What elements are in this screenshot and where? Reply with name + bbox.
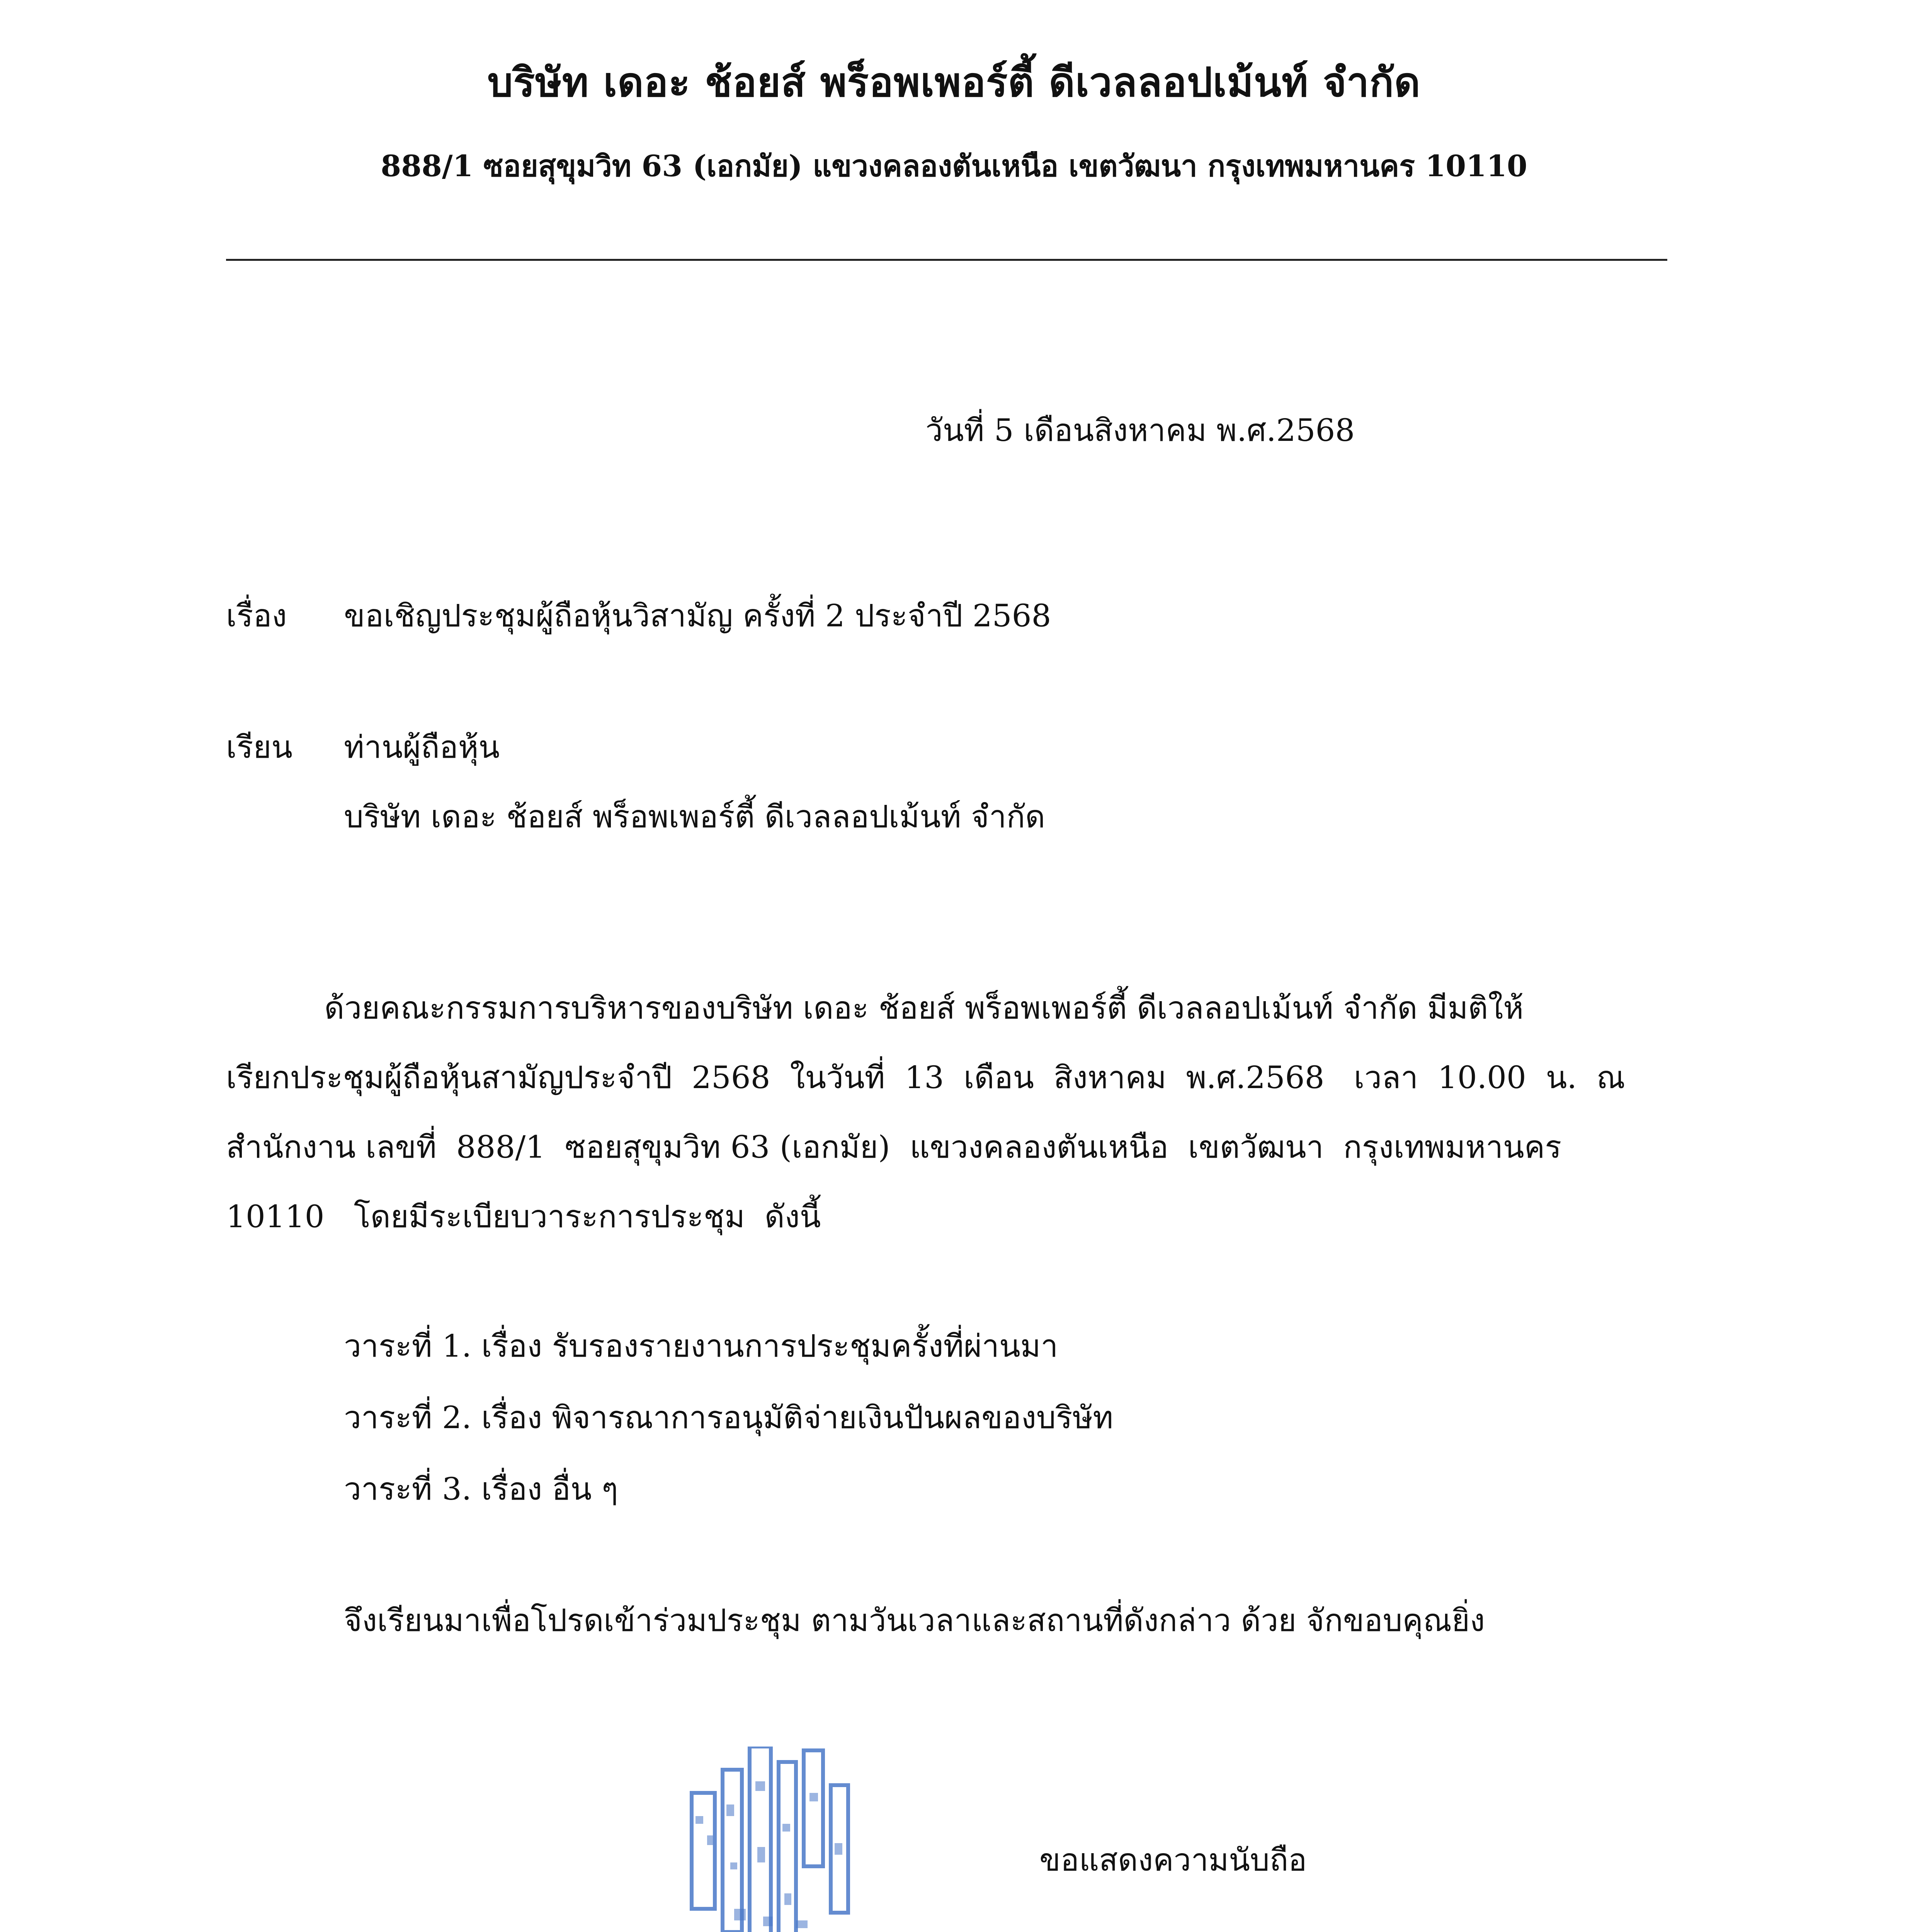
closing-regards: ขอแสดงความนับถือ [1039, 1842, 1307, 1878]
agenda-item: วาระที่ 2. เรื่อง พิจารณาการอนุมัติจ่ายเงินปันผลของบริษัท [344, 1400, 1114, 1435]
body-line: เรียกประชุมผู้ถือหุ้นสามัญประจำปี 2568 ในวันที่ 13 เดือน สิงหาคม พ.ศ.2568 เวลา 10.00 น. ณ [226, 1060, 1625, 1095]
subject-text: ขอเชิญประชุมผู้ถือหุ้นวิสามัญ ครั้งที่ 2 ประจำปี 2568 [344, 598, 1051, 634]
company-seal [680, 1747, 904, 1932]
company-address: 888/1 ซอยสุขุมวิท 63 (เอกมัย) แขวงคลองตันเหนือ เขตวัฒนา กรุงเทพมหานคร 10110 [381, 149, 1527, 183]
agenda-item: วาระที่ 1. เรื่อง รับรองรายงานการประชุมครั้งที่ผ่านมา [344, 1328, 1058, 1364]
body-line: สำนักงาน เลขที่ 888/1 ซอยสุขุมวิท 63 (เอกมัย) แขวงคลองตันเหนือ เขตวัฒนา กรุงเทพมหานคร [226, 1129, 1562, 1165]
agenda-item: วาระที่ 3. เรื่อง อื่น ๆ [344, 1471, 618, 1507]
subject-label: เรื่อง [226, 598, 287, 634]
recipient-line-1: ท่านผู้ถือหุ้น [344, 729, 500, 765]
recipient-label: เรียน [226, 729, 292, 765]
body-line: ด้วยคณะกรรมการบริหารของบริษัท เดอะ ช้อยส์ พร็อพเพอร์ตี้ ดีเวลลอปเม้นท์ จำกัด มีมติให้ [226, 990, 1524, 1026]
closing-line: จึงเรียนมาเพื่อโปรดเข้าร่วมประชุม ตามวันเวลาและสถานที่ดังกล่าว ด้วย จักขอบคุณยิ่ง [344, 1602, 1485, 1638]
company-name: บริษัท เดอะ ช้อยส์ พร็อพเพอร์ตี้ ดีเวลลอปเม้นท์ จำกัด [487, 58, 1421, 106]
header-divider [226, 259, 1667, 261]
recipient-line-2: บริษัท เดอะ ช้อยส์ พร็อพเพอร์ตี้ ดีเวลลอปเม้นท์ จำกัด [344, 799, 1046, 835]
body-line: 10110 โดยมีระเบียบวาระการประชุม ดังนี้ [226, 1199, 821, 1235]
letter-date: วันที่ 5 เดือนสิงหาคม พ.ศ.2568 [925, 412, 1355, 448]
